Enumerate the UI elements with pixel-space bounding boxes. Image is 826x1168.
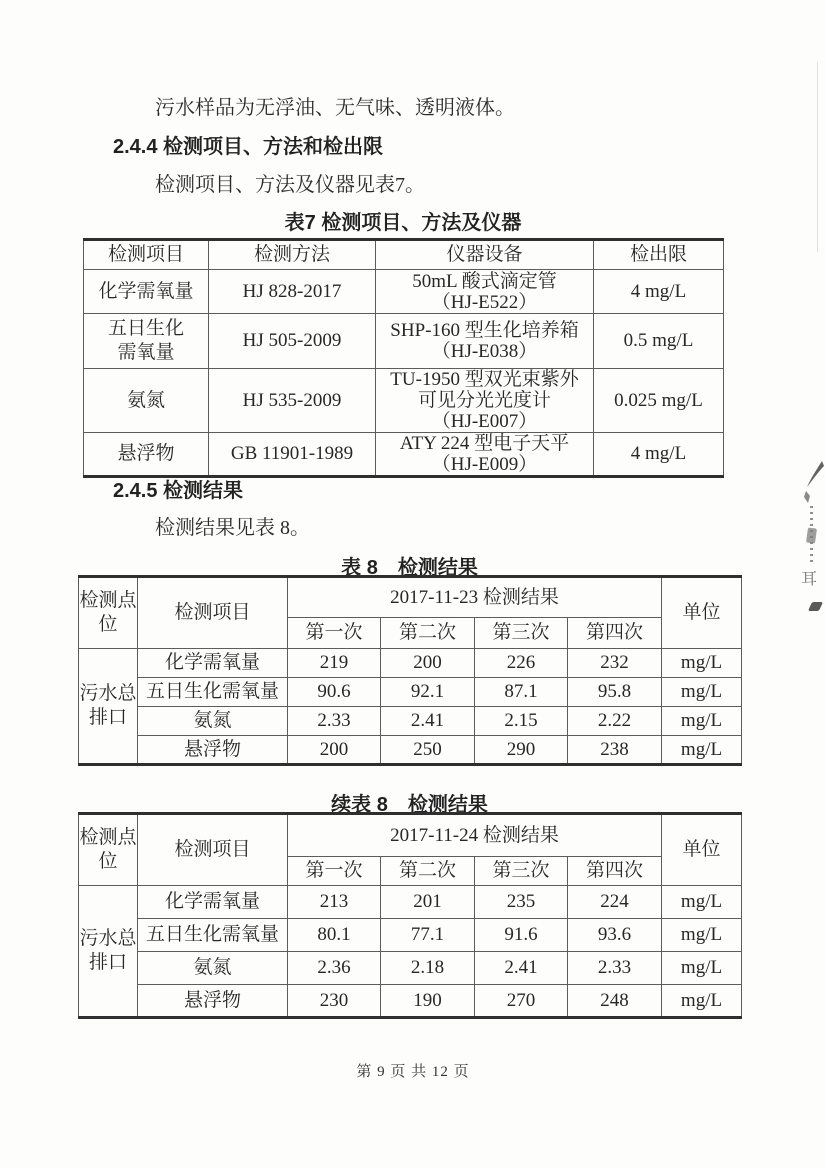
table-row <box>84 314 724 369</box>
cell-value: 2.41 <box>475 952 568 985</box>
cell-item: 五日生化需氧量 <box>138 678 288 707</box>
cell-limit: 4 mg/L <box>594 433 724 477</box>
instrument-line: ATY 224 型电子天平 <box>399 433 570 454</box>
cell-value: 87.1 <box>475 678 568 707</box>
cell-value: 95.8 <box>568 678 662 707</box>
table-row <box>79 678 742 707</box>
instrument-line: SHP-160 型生化培养箱 <box>390 320 579 341</box>
cell-value: 2.41 <box>381 707 475 736</box>
body-paragraph: 检测结果见表 8。 <box>155 517 310 539</box>
cell-value: 226 <box>475 649 568 678</box>
column-header-unit: 单位 <box>662 577 742 649</box>
column-header-run1: 第一次 <box>288 857 381 886</box>
table8-title: 表 8 检测结果 <box>341 557 478 579</box>
cell-value: 190 <box>381 985 475 1018</box>
cell-value: 80.1 <box>288 919 381 952</box>
column-header-item: 检测项目 <box>138 577 288 649</box>
cell-method: GB 11901-1989 <box>209 433 376 477</box>
table-row <box>79 649 742 678</box>
cell-instrument <box>376 369 594 433</box>
cell-value: 2.36 <box>288 952 381 985</box>
cell-method: HJ 535-2009 <box>209 369 376 433</box>
cell-value: 250 <box>381 736 475 765</box>
cell-instrument <box>376 433 594 477</box>
cell-value: 92.1 <box>381 678 475 707</box>
table-row <box>79 736 742 765</box>
cell-value: 93.6 <box>568 919 662 952</box>
cell-item: 悬浮物 <box>138 736 288 765</box>
cell-value: 235 <box>475 886 568 919</box>
cell-value: 2.33 <box>288 707 381 736</box>
column-header-date-results: 2017-11-23 检测结果 <box>288 577 662 618</box>
scan-artifact-hairline <box>817 62 818 252</box>
table7-title: 表7 检测项目、方法及仪器 <box>284 212 522 234</box>
cell-value: 201 <box>381 886 475 919</box>
cell-value: 91.6 <box>475 919 568 952</box>
table-row <box>79 952 742 985</box>
cell-item: 五日生化需氧量 <box>138 919 288 952</box>
table-row <box>79 886 742 919</box>
body-paragraph: 检测项目、方法及仪器见表7。 <box>155 174 425 196</box>
table8-header-row <box>79 577 742 618</box>
column-header-point: 检测点位 <box>79 814 138 886</box>
cell-value: 2.15 <box>475 707 568 736</box>
cell-unit: mg/L <box>662 952 742 985</box>
cell-instrument <box>376 314 594 369</box>
column-header-date-results: 2017-11-24 检测结果 <box>288 814 662 857</box>
table-row <box>79 919 742 952</box>
cell-value: 2.33 <box>568 952 662 985</box>
column-header-run3: 第三次 <box>475 857 568 886</box>
page-number: 第 9 页 共 12 页 <box>356 1064 470 1080</box>
column-header-limit: 检出限 <box>594 240 724 270</box>
table7-header-row <box>84 240 724 270</box>
cell-unit: mg/L <box>662 678 742 707</box>
cell-value: 232 <box>568 649 662 678</box>
section-heading-2-4-4: 2.4.4 检测项目、方法和检出限 <box>113 136 384 158</box>
table8-results-1124 <box>78 812 742 1019</box>
cell-value: 219 <box>288 649 381 678</box>
cell-item: 氨氮 <box>138 952 288 985</box>
cell-item: 化学需氧量 <box>138 886 288 919</box>
table-row <box>79 985 742 1018</box>
cell-unit: mg/L <box>662 707 742 736</box>
instrument-line: TU-1950 型双光束紫外 <box>390 369 579 390</box>
instrument-line: 50mL 酸式滴定管 <box>412 270 557 292</box>
cell-instrument <box>376 270 594 314</box>
cell-limit: 0.5 mg/L <box>594 314 724 369</box>
cell-value: 230 <box>288 985 381 1018</box>
column-header-item: 检测项目 <box>138 814 288 886</box>
cell-method: HJ 828-2017 <box>209 270 376 314</box>
cell-value: 290 <box>475 736 568 765</box>
table8-continued-title: 续表 8 检测结果 <box>331 794 488 816</box>
column-header-run2: 第二次 <box>381 618 475 649</box>
column-header-run1: 第一次 <box>288 618 381 649</box>
cell-value: 213 <box>288 886 381 919</box>
cell-unit: mg/L <box>662 985 742 1018</box>
table-row <box>79 707 742 736</box>
cell-value: 200 <box>381 649 475 678</box>
cell-value: 248 <box>568 985 662 1018</box>
cell-value: 90.6 <box>288 678 381 707</box>
cell-item: 化学需氧量 <box>138 649 288 678</box>
instrument-line: （HJ-E522） <box>431 291 538 313</box>
instrument-line: （HJ-E009） <box>431 454 538 475</box>
cell-unit: mg/L <box>662 919 742 952</box>
column-header-point: 检测点位 <box>79 577 138 649</box>
cell-unit: mg/L <box>662 649 742 678</box>
cell-item: 悬浮物 <box>84 433 209 477</box>
cell-item: 化学需氧量 <box>84 270 209 314</box>
column-header-method: 检测方法 <box>209 240 376 270</box>
cell-limit: 0.025 mg/L <box>594 369 724 433</box>
column-header-unit: 单位 <box>662 814 742 886</box>
cell-value: 270 <box>475 985 568 1018</box>
cell-unit: mg/L <box>662 886 742 919</box>
cell-value: 2.22 <box>568 707 662 736</box>
instrument-line: （HJ-E007） <box>431 411 538 432</box>
column-header-run4: 第四次 <box>568 618 662 649</box>
cell-limit: 4 mg/L <box>594 270 724 314</box>
table7-methods-instruments <box>83 238 724 478</box>
cell-sampling-point: 污水总排口 <box>79 886 138 1018</box>
column-header-run2: 第二次 <box>381 857 475 886</box>
table-row <box>84 270 724 314</box>
body-paragraph: 污水样品为无浮油、无气味、透明液体。 <box>155 97 515 119</box>
scan-artifact-stroke <box>801 460 825 504</box>
cell-value: 200 <box>288 736 381 765</box>
table-row <box>84 369 724 433</box>
cell-item: 五日生化需氧量 <box>84 314 209 369</box>
section-heading-2-4-5: 2.4.5 检测结果 <box>113 480 244 502</box>
instrument-line: 可见分光光度计 <box>417 390 551 411</box>
cell-sampling-point: 污水总排口 <box>79 649 138 765</box>
table8-header-row <box>79 814 742 857</box>
cell-item: 氨氮 <box>138 707 288 736</box>
cell-value: 2.18 <box>381 952 475 985</box>
scan-artifact-smudge <box>806 527 817 543</box>
scan-artifact-edge-glyph: 耳 <box>801 571 818 588</box>
cell-value: 238 <box>568 736 662 765</box>
instrument-line: （HJ-E038） <box>431 341 538 362</box>
cell-method: HJ 505-2009 <box>209 314 376 369</box>
column-header-run4: 第四次 <box>568 857 662 886</box>
cell-value: 77.1 <box>381 919 475 952</box>
column-header-item: 检测项目 <box>84 240 209 270</box>
cell-item: 氨氮 <box>84 369 209 433</box>
scan-artifact-blob <box>808 602 823 611</box>
cell-unit: mg/L <box>662 736 742 765</box>
column-header-run3: 第三次 <box>475 618 568 649</box>
column-header-instrument: 仪器设备 <box>376 240 594 270</box>
cell-item: 悬浮物 <box>138 985 288 1018</box>
table-row <box>84 433 724 477</box>
cell-value: 224 <box>568 886 662 919</box>
table8-results-1123 <box>78 575 742 766</box>
